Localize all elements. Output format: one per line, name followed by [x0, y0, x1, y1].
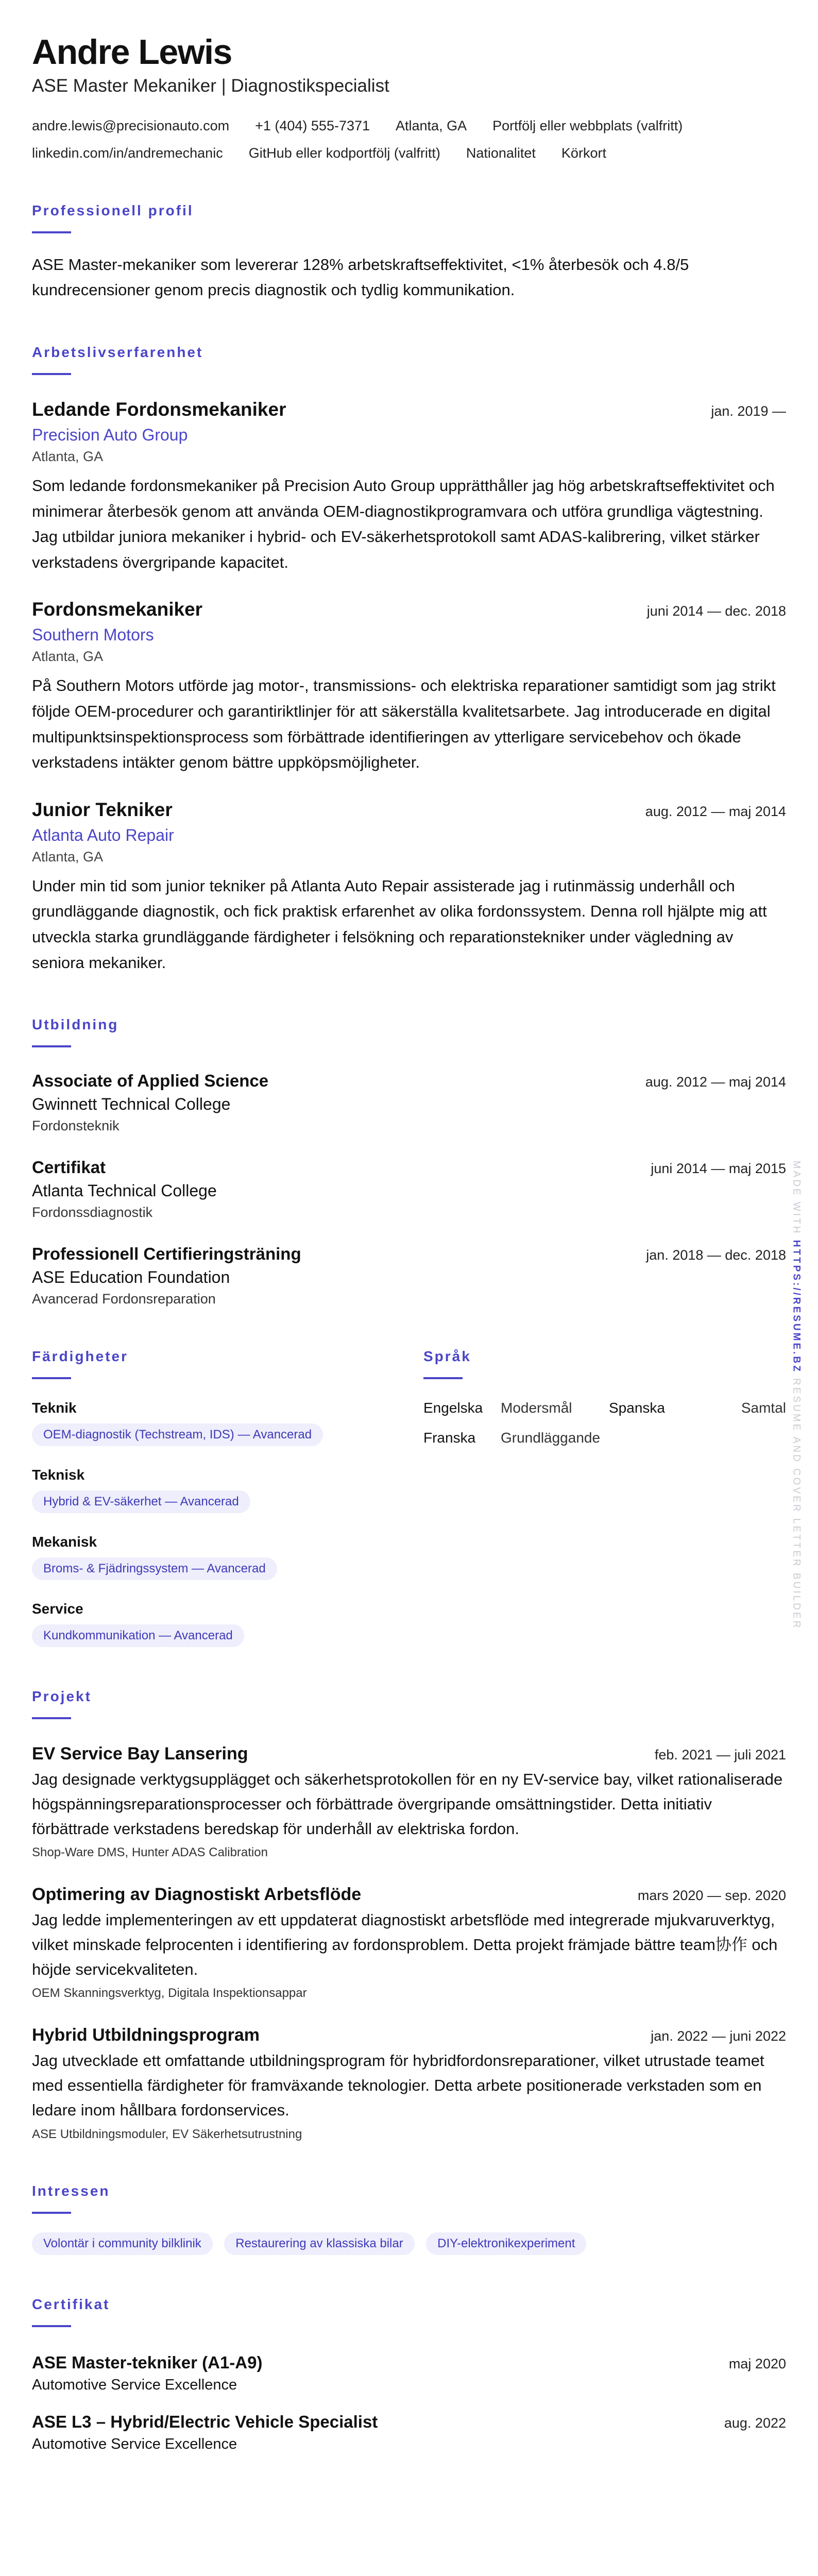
project-date: jan. 2022 — juni 2022 [651, 2028, 786, 2044]
skill-pill: Kundkommunikation — Avancerad [32, 1624, 244, 1647]
watermark-suffix: RESUME AND COVER LETTER BUILDER [791, 1378, 802, 1630]
job-title: Junior Tekniker [32, 799, 173, 820]
profile-summary: ASE Master-mekaniker som levererar 128% arbetskraftseffektivitet, <1% återbesök och 4.8/5 kundrecensioner genom precis diagnostik och tydlig kommunikation. [32, 255, 689, 299]
job-company: Precision Auto Group [32, 425, 188, 444]
section-title-interests: Intressen [32, 2183, 786, 2214]
skill-pill: OEM-diagnostik (Techstream, IDS) — Avancerad [32, 1423, 323, 1446]
job-location: Atlanta, GA [32, 448, 104, 464]
skills-column [32, 1307, 423, 1647]
language-name: Engelska [423, 1400, 483, 1416]
watermark-link[interactable]: HTTPS://RESUME.BZ [791, 1240, 802, 1374]
education-entry [32, 1071, 786, 1134]
education-school: ASE Education Foundation [32, 1268, 230, 1287]
job-description: Under min tid som junior tekniker på Atlanta Auto Repair assisterade jag i rutinmässig underhåll och grundläggande diagnostik, och fick praktisk erfarenhet av olika fordonssystem. Denna roll hjälpte mig att utveckla starka grundläggande färdigheter i felsökning och reparationstekniker under vägledning av seniora mekaniker. [32, 876, 767, 972]
project-entry [32, 2025, 786, 2141]
section-title-skills: Färdigheter [32, 1348, 423, 1379]
job-description: På Southern Motors utförde jag motor-, transmissions- och elektriska reparationer samtidigt som jag strikt följde OEM-procedurer och garantiriktlinjer för att säkerställa kvalitetsarbete. Jag introducerade en digital multipunktsinspektionsprocess som förbättrade identifieringen av ytterligare servicebehov och ökade verkstadens intäkter genom bättre uppköpsmöjligheter. [32, 676, 776, 772]
certificate-title: ASE L3 – Hybrid/Electric Vehicle Specialist [32, 2412, 378, 2431]
interest-pill: Volontär i community bilklinik [32, 2232, 213, 2255]
resume-header [32, 33, 786, 161]
language-name: Franska [423, 1430, 476, 1446]
certificate-title: ASE Master-tekniker (A1-A9) [32, 2352, 263, 2372]
certificate-entry [32, 2412, 786, 2453]
job-entry [32, 399, 786, 575]
section-title-experience: Arbetslivserfarenhet [32, 344, 786, 375]
education-date: jan. 2018 — dec. 2018 [646, 1247, 786, 1263]
project-description: Jag ledde implementeringen av ett uppdaterat diagnostiskt arbetsflöde med integrerade mjukvaruverktyg, vilket minskade felprocenten i identifiering av fordonsproblem. Detta projekt främjade bättre team协作 och höjde servicekvaliteten. [32, 1911, 778, 1979]
project-description: Jag utvecklade ett omfattande utbildningsprogram för hybridfordonsreparationer, vilket utrustade teamet med essentiella färdigheter för framväxande teknologier. Detta arbete positionerade verkstaden som en ledare inom hållbara fordonservices. [32, 2052, 764, 2120]
skills-languages-row [32, 1307, 786, 1647]
job-location: Atlanta, GA [32, 849, 104, 865]
project-description: Jag designade verktygsupplägget och säkerhetsprotokollen för en ny EV-service bay, vilket rationaliserade högspänningsreparationsprocesser och förbättrade övergripande omsättningstider. Detta initiativ förbättrade verkstadens beredskap för underhåll av elektriska fordon. [32, 1770, 783, 1838]
watermark-prefix: MADE WITH [791, 1160, 802, 1235]
skill-category: Service [32, 1601, 83, 1617]
job-location: Atlanta, GA [32, 649, 104, 665]
project-date: mars 2020 — sep. 2020 [637, 1888, 786, 1904]
project-entry [32, 1885, 786, 2001]
interests-list [32, 2232, 786, 2255]
job-date: juni 2014 — dec. 2018 [646, 603, 786, 619]
section-title-education: Utbildning [32, 1016, 786, 1047]
job-company: Southern Motors [32, 625, 154, 645]
section-title-projects: Projekt [32, 1688, 786, 1719]
project-title: Hybrid Utbildningsprogram [32, 2025, 260, 2045]
project-date: feb. 2021 — juli 2021 [654, 1747, 786, 1763]
languages-column [423, 1307, 786, 1647]
education-degree: Certifikat [32, 1158, 106, 1177]
job-description: Som ledande fordonsmekaniker på Precision Auto Group upprätthåller jag hög arbetskraftseffektivitet och minimerar återbesök genom att använda OEM-diagnostikprogramvara och utföra grundliga vägtestning. Jag utbildar juniora mekaniker i hybrid- och EV-säkerhetsprotokoll samt ADAS-kalibrering, vilket stärker verkstadens övergripande kapacitet. [32, 476, 775, 571]
skill-category: Teknisk [32, 1467, 85, 1483]
certificate-entry [32, 2353, 786, 2394]
education-date: aug. 2012 — maj 2014 [645, 1074, 786, 1090]
contact-portfolio[interactable]: Portfölj eller webbplats (valfritt) [492, 117, 683, 133]
education-degree: Professionell Certifieringsträning [32, 1244, 301, 1264]
skill-category: Teknik [32, 1400, 77, 1416]
education-entry [32, 1158, 786, 1221]
contact-nationality: Nationalitet [466, 145, 536, 161]
contact-location: Atlanta, GA [396, 117, 467, 133]
certificate-org: Automotive Service Excellence [32, 2435, 237, 2452]
vertical-watermark [788, 1160, 804, 1630]
education-field: Fordonssdiagnostik [32, 1205, 153, 1221]
project-tools: ASE Utbildningsmoduler, EV Säkerhetsutrustning [32, 2127, 302, 2141]
education-school: Gwinnett Technical College [32, 1095, 231, 1114]
contact-linkedin[interactable]: linkedin.com/in/andremechanic [32, 145, 223, 161]
job-entry [32, 599, 786, 775]
skill-category: Mekanisk [32, 1534, 97, 1550]
contact-info [32, 118, 786, 161]
interest-pill: DIY-elektronikexperiment [426, 2232, 586, 2255]
job-title: Ledande Fordonsmekaniker [32, 398, 286, 420]
project-title: Optimering av Diagnostiskt Arbetsflöde [32, 1885, 362, 1905]
language-level: Samtal [741, 1400, 786, 1416]
section-title-profile: Professionell profil [32, 202, 786, 233]
project-title: EV Service Bay Lansering [32, 1744, 248, 1764]
job-title: Fordonsmekaniker [32, 599, 203, 620]
job-date: aug. 2012 — maj 2014 [645, 803, 786, 819]
education-date: juni 2014 — maj 2015 [651, 1161, 786, 1177]
language-name: Spanska [609, 1400, 665, 1416]
contact-email[interactable]: andre.lewis@precisionauto.com [32, 117, 230, 133]
interest-pill: Restaurering av klassiska bilar [224, 2232, 414, 2255]
education-field: Fordonsteknik [32, 1118, 120, 1134]
certificate-date: maj 2020 [728, 2355, 786, 2371]
skill-pill: Broms- & Fjädringssystem — Avancerad [32, 1557, 277, 1580]
job-company: Atlanta Auto Repair [32, 825, 174, 844]
candidate-name: Andre Lewis [32, 32, 232, 72]
skill-pill: Hybrid & EV-säkerhet — Avancerad [32, 1490, 250, 1513]
section-title-languages: Språk [423, 1348, 786, 1379]
contact-github[interactable]: GitHub eller kodportfölj (valfritt) [248, 145, 440, 161]
job-entry [32, 799, 786, 975]
languages-list [423, 1400, 786, 1446]
certificate-date: aug. 2022 [724, 2415, 786, 2431]
education-entry [32, 1244, 786, 1307]
project-tools: OEM Skanningsverktyg, Digitala Inspektionsappar [32, 1986, 307, 2001]
project-entry [32, 1744, 786, 1860]
section-title-certificates: Certifikat [32, 2296, 786, 2327]
contact-phone[interactable]: +1 (404) 555-7371 [255, 117, 370, 133]
education-school: Atlanta Technical College [32, 1181, 217, 1200]
education-field: Avancerad Fordonsreparation [32, 1291, 216, 1307]
education-degree: Associate of Applied Science [32, 1071, 269, 1091]
certificate-org: Automotive Service Excellence [32, 2376, 237, 2393]
language-level: Modersmål [501, 1400, 572, 1416]
candidate-headline: ASE Master Mekaniker | Diagnostikspecialist [32, 75, 389, 96]
project-tools: Shop-Ware DMS, Hunter ADAS Calibration [32, 1845, 268, 1860]
language-level: Grundläggande [501, 1430, 601, 1446]
contact-license: Körkort [561, 145, 606, 161]
job-date: jan. 2019 — [711, 403, 786, 419]
